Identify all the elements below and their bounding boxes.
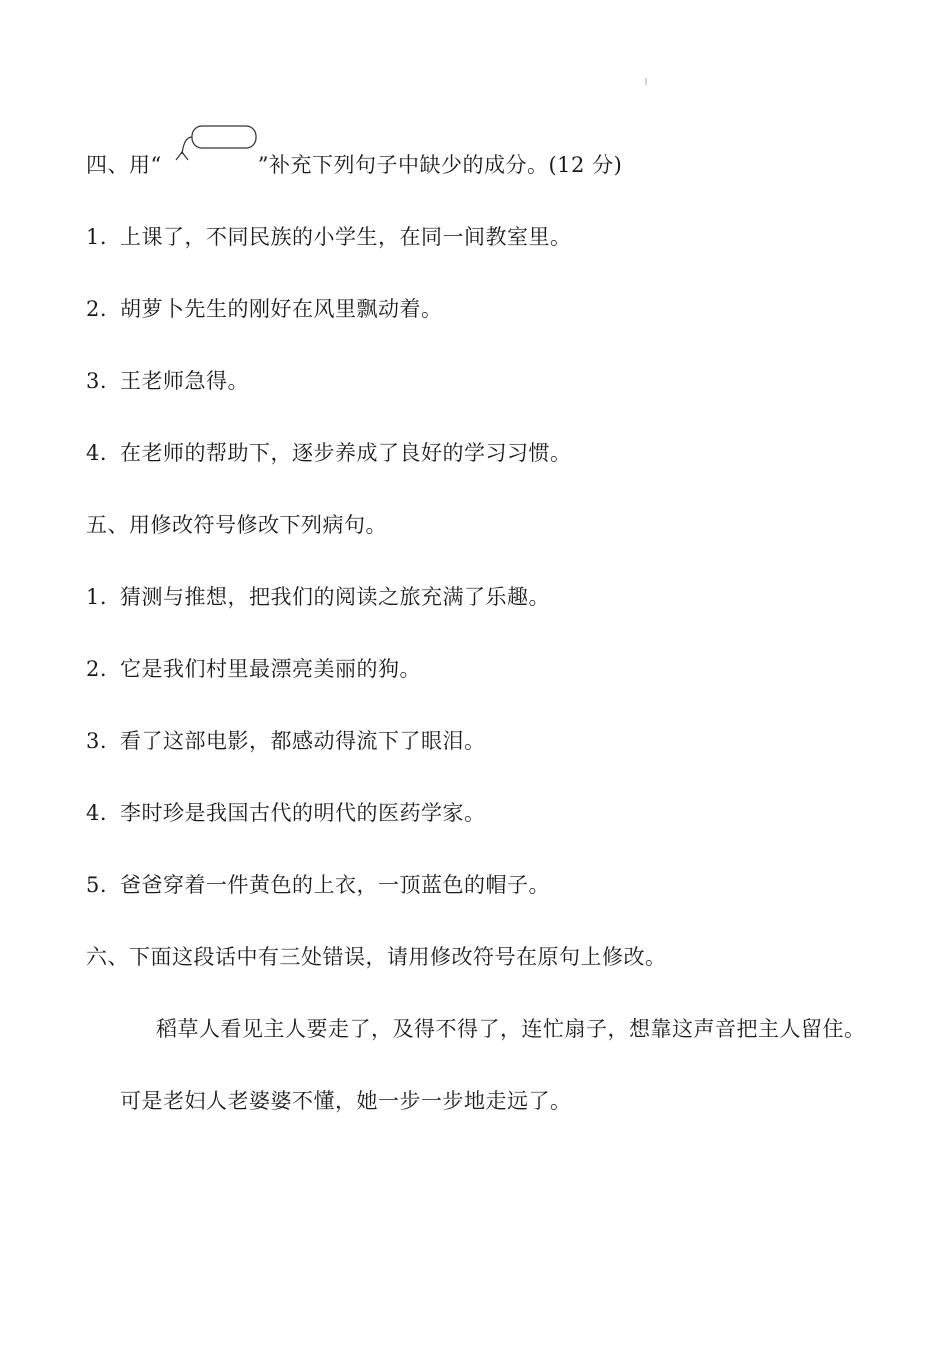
section-5-item-1 <box>86 582 550 612</box>
section-5-item-5 <box>86 870 550 900</box>
section-4-item-1 <box>86 222 572 252</box>
item-number: 1. <box>86 585 108 609</box>
item-number: 2. <box>86 657 108 681</box>
item-text: 猜测与推想，把我们的阅读之旅充满了乐趣。 <box>120 585 550 609</box>
item-number: 2. <box>86 297 108 321</box>
item-text: 李时珍是我国古代的明代的医药学家。 <box>120 801 486 825</box>
item-number: 4. <box>86 441 108 465</box>
section-4-title-suffix: ”补充下列句子中缺少的成分。(12 分) <box>257 153 623 177</box>
section-6-heading: 六、下面这段话中有三处错误，请用修改符号在原句上修改。 <box>86 945 667 969</box>
item-text: 胡萝卜先生的刚好在风里飘动着。 <box>120 297 443 321</box>
scan-speck <box>645 78 647 85</box>
item-number: 3. <box>86 729 108 753</box>
section-4-item-4 <box>86 438 572 468</box>
item-number: 1. <box>86 225 108 249</box>
item-text: 上课了，不同民族的小学生，在同一间教室里。 <box>120 225 572 249</box>
item-text: 王老师急得。 <box>120 369 249 393</box>
section-4-item-3 <box>86 366 249 396</box>
section-4-heading <box>86 150 622 182</box>
section-6-paragraph-line-1: 稻草人看见主人要走了，及得不得了，连忙扇子，想靠这声音把主人留住。 <box>156 1017 866 1041</box>
section-5-item-3 <box>86 726 486 756</box>
section-5-heading: 五、用修改符号修改下列病句。 <box>86 513 387 537</box>
section-5-item-4 <box>86 798 486 828</box>
item-text: 看了这部电影，都感动得流下了眼泪。 <box>120 729 486 753</box>
insertion-mark-icon <box>162 152 258 182</box>
section-4-item-2 <box>86 294 443 324</box>
section-4-title-prefix: 四、用“ <box>86 153 162 177</box>
item-text: 在老师的帮助下，逐步养成了良好的学习习惯。 <box>120 441 572 465</box>
item-number: 5. <box>86 873 108 897</box>
section-6-paragraph-line-2: 可是老妇人老婆婆不懂，她一步一步地走远了。 <box>120 1089 572 1113</box>
item-number: 3. <box>86 369 108 393</box>
section-5-item-2 <box>86 654 421 684</box>
item-text: 爸爸穿着一件黄色的上衣，一顶蓝色的帽子。 <box>120 873 550 897</box>
item-text: 它是我们村里最漂亮美丽的狗。 <box>120 657 421 681</box>
item-number: 4. <box>86 801 108 825</box>
